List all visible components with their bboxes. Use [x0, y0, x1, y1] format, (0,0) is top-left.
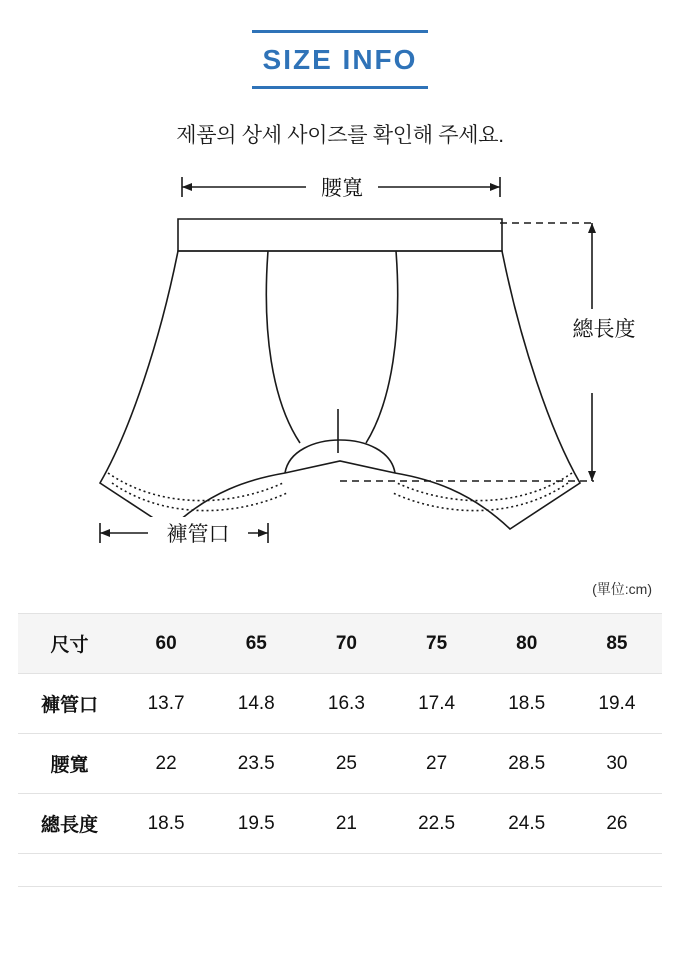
total-length-label: 總長度: [572, 318, 636, 341]
table-cell: 14.8: [211, 674, 301, 734]
table-cell: 21: [301, 794, 391, 854]
table-cell: 16.3: [301, 674, 391, 734]
pouch-seam-right: [366, 251, 398, 443]
table-cell: 17.4: [392, 674, 482, 734]
pouch-seam-left: [266, 251, 300, 443]
table-cell: 26: [572, 794, 662, 854]
table-row: [18, 794, 662, 854]
table-row-label: 腰寬: [18, 734, 121, 794]
waistband-shape: [178, 219, 502, 251]
size-table-wrap: [0, 599, 680, 887]
table-row-label: 總長度: [18, 794, 121, 854]
crotch-curve: [285, 440, 395, 473]
table-col-header: 65: [211, 614, 301, 674]
page-header: [0, 0, 680, 149]
table-col-header: 80: [482, 614, 572, 674]
page-title: SIZE INFO: [262, 44, 418, 75]
table-col-header: 75: [392, 614, 482, 674]
table-cell: 28.5: [482, 734, 572, 794]
table-col-header: 60: [121, 614, 211, 674]
table-cell: 19.4: [572, 674, 662, 734]
table-cell: 18.5: [121, 794, 211, 854]
product-measurement-diagram: [0, 161, 680, 591]
table-spacer-cell: [18, 854, 662, 887]
size-table-body: [18, 674, 662, 887]
table-spacer-row: [18, 854, 662, 887]
page-subtitle: 제품의 상세 사이즈를 확인해 주세요.: [176, 124, 504, 147]
size-table: [18, 613, 662, 887]
table-cell: 25: [301, 734, 391, 794]
waist-label: 腰寬: [321, 177, 363, 200]
table-corner-label: 尺寸: [18, 614, 121, 674]
size-table-head: [18, 614, 662, 674]
table-col-header: 70: [301, 614, 391, 674]
table-cell: 27: [392, 734, 482, 794]
table-col-header: 85: [572, 614, 662, 674]
leg-opening-label: 褲管口: [166, 523, 230, 546]
table-cell: 24.5: [482, 794, 572, 854]
table-cell: 22: [121, 734, 211, 794]
table-cell: 22.5: [392, 794, 482, 854]
table-cell: 30: [572, 734, 662, 794]
table-cell: 19.5: [211, 794, 301, 854]
table-cell: 18.5: [482, 674, 572, 734]
table-header-row: [18, 614, 662, 674]
table-row-label: 褲管口: [18, 674, 121, 734]
boxer-body-shape: [100, 251, 580, 529]
table-row: [18, 734, 662, 794]
table-row: [18, 674, 662, 734]
unit-note: (單位:cm): [592, 581, 652, 597]
table-cell: 23.5: [211, 734, 301, 794]
table-cell: 13.7: [121, 674, 211, 734]
